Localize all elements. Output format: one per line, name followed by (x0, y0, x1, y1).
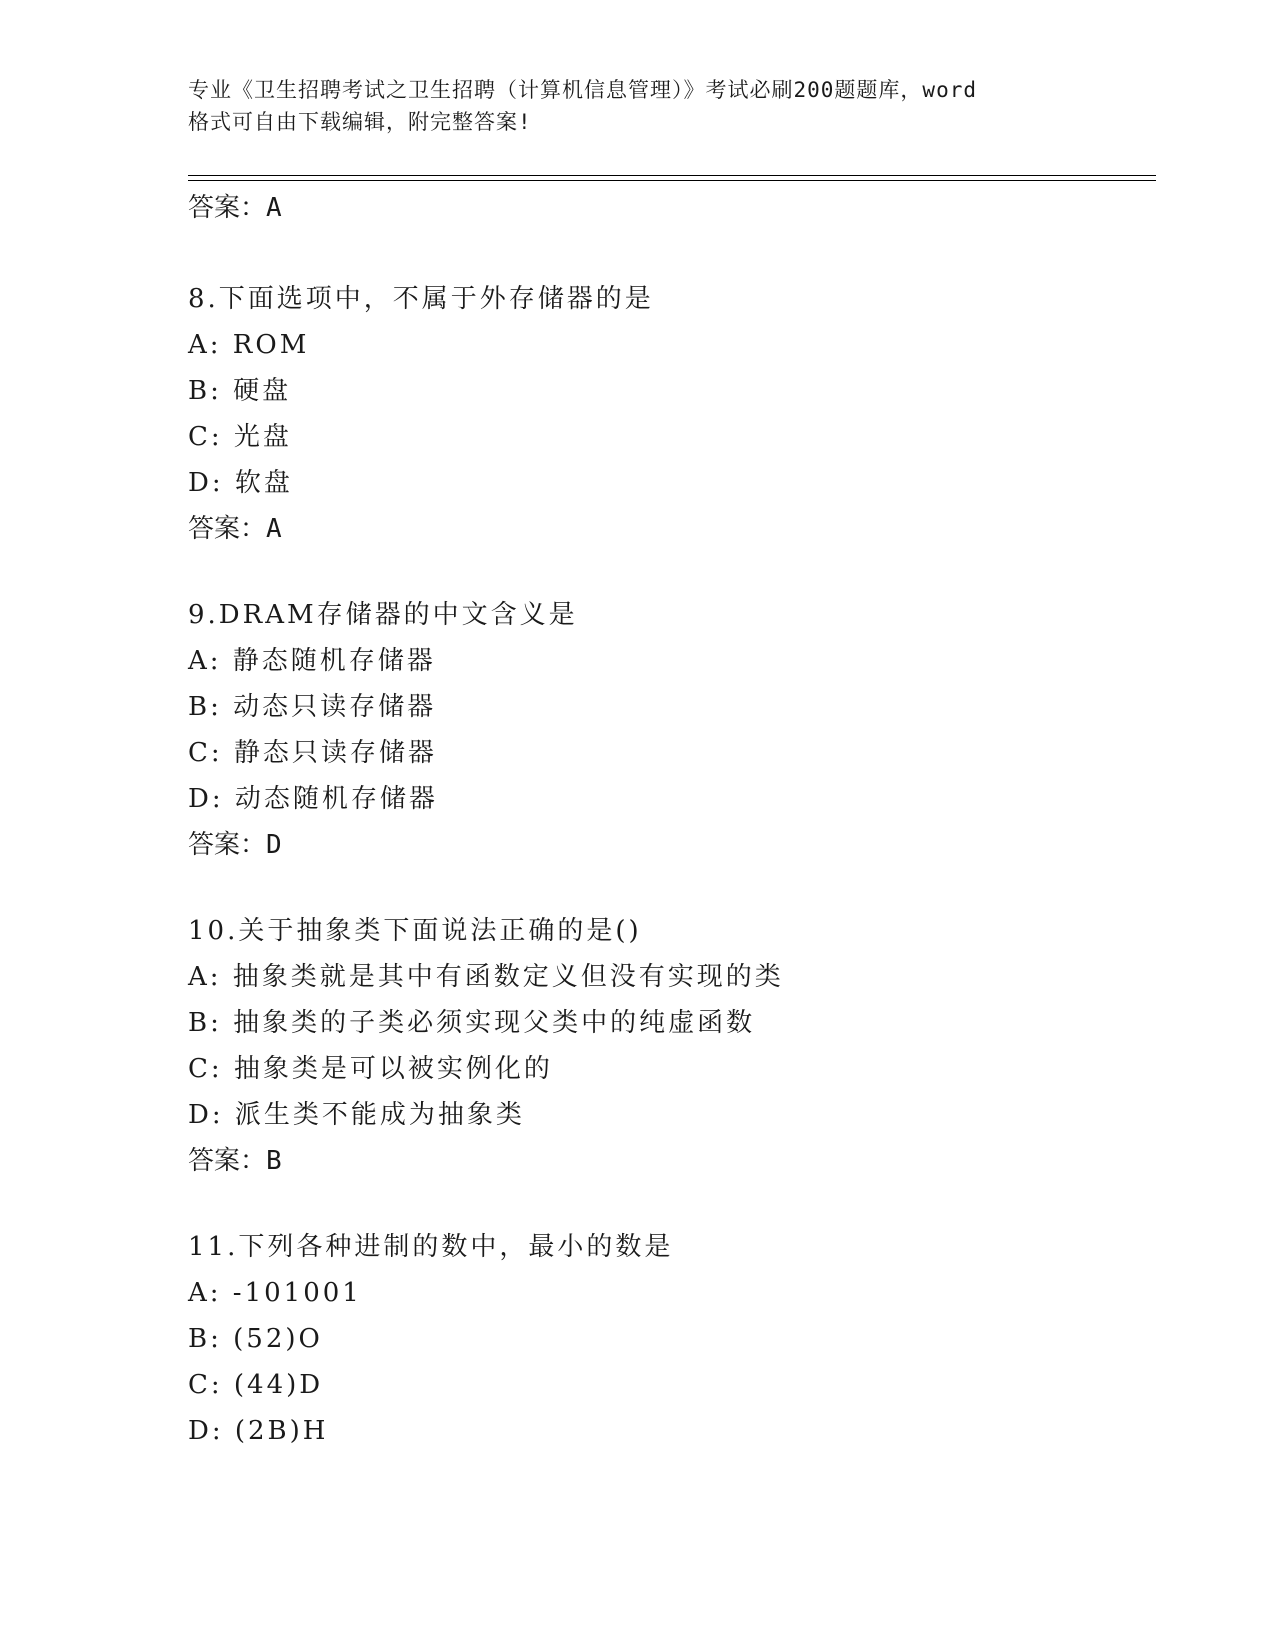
question-stem: 8.下面选项中，不属于外存储器的是 (188, 284, 654, 314)
option-d: D: (2B)H (188, 1416, 329, 1446)
answer-line: 答案：B (188, 1146, 282, 1176)
option-b: B: (52)O (188, 1324, 323, 1354)
option-a: A: 抽象类就是其中有函数定义但没有实现的类 (188, 962, 784, 992)
answer-line: 答案：A (188, 514, 282, 544)
option-c: C: (44)D (188, 1370, 324, 1400)
question-stem: 9.DRAM存储器的中文含义是 (188, 600, 578, 630)
header-line-2: 格式可自由下载编辑，附完整答案! (188, 110, 532, 134)
option-a: A: ROM (188, 330, 310, 360)
answer-line: 答案：A (188, 193, 282, 223)
option-d: D: 软盘 (188, 468, 293, 498)
header-line-1: 专业《卫生招聘考试之卫生招聘（计算机信息管理）》考试必刷200题题库，word (188, 78, 977, 102)
question-11 (188, 1224, 673, 1454)
question-9 (188, 592, 578, 868)
option-a: A: -101001 (188, 1278, 362, 1308)
option-b: B: 抽象类的子类必须实现父类中的纯虚函数 (188, 1008, 756, 1038)
question-10 (188, 908, 784, 1184)
answer-line: 答案：D (188, 830, 282, 860)
question-stem: 11.下列各种进制的数中，最小的数是 (188, 1232, 674, 1262)
option-d: D: 派生类不能成为抽象类 (188, 1100, 525, 1130)
option-c: C: 光盘 (188, 422, 292, 452)
option-c: C: 静态只读存储器 (188, 738, 437, 768)
document-header (188, 74, 1088, 138)
header-rule-top (188, 175, 1156, 176)
question-stem: 10.关于抽象类下面说法正确的是() (188, 916, 642, 946)
option-b: B: 动态只读存储器 (188, 692, 437, 722)
header-rule-bottom (188, 180, 1156, 181)
option-a: A: 静态随机存储器 (188, 646, 436, 676)
question-8 (188, 276, 654, 552)
option-b: B: 硬盘 (188, 376, 292, 406)
option-d: D: 动态随机存储器 (188, 784, 438, 814)
option-c: C: 抽象类是可以被实例化的 (188, 1054, 553, 1084)
